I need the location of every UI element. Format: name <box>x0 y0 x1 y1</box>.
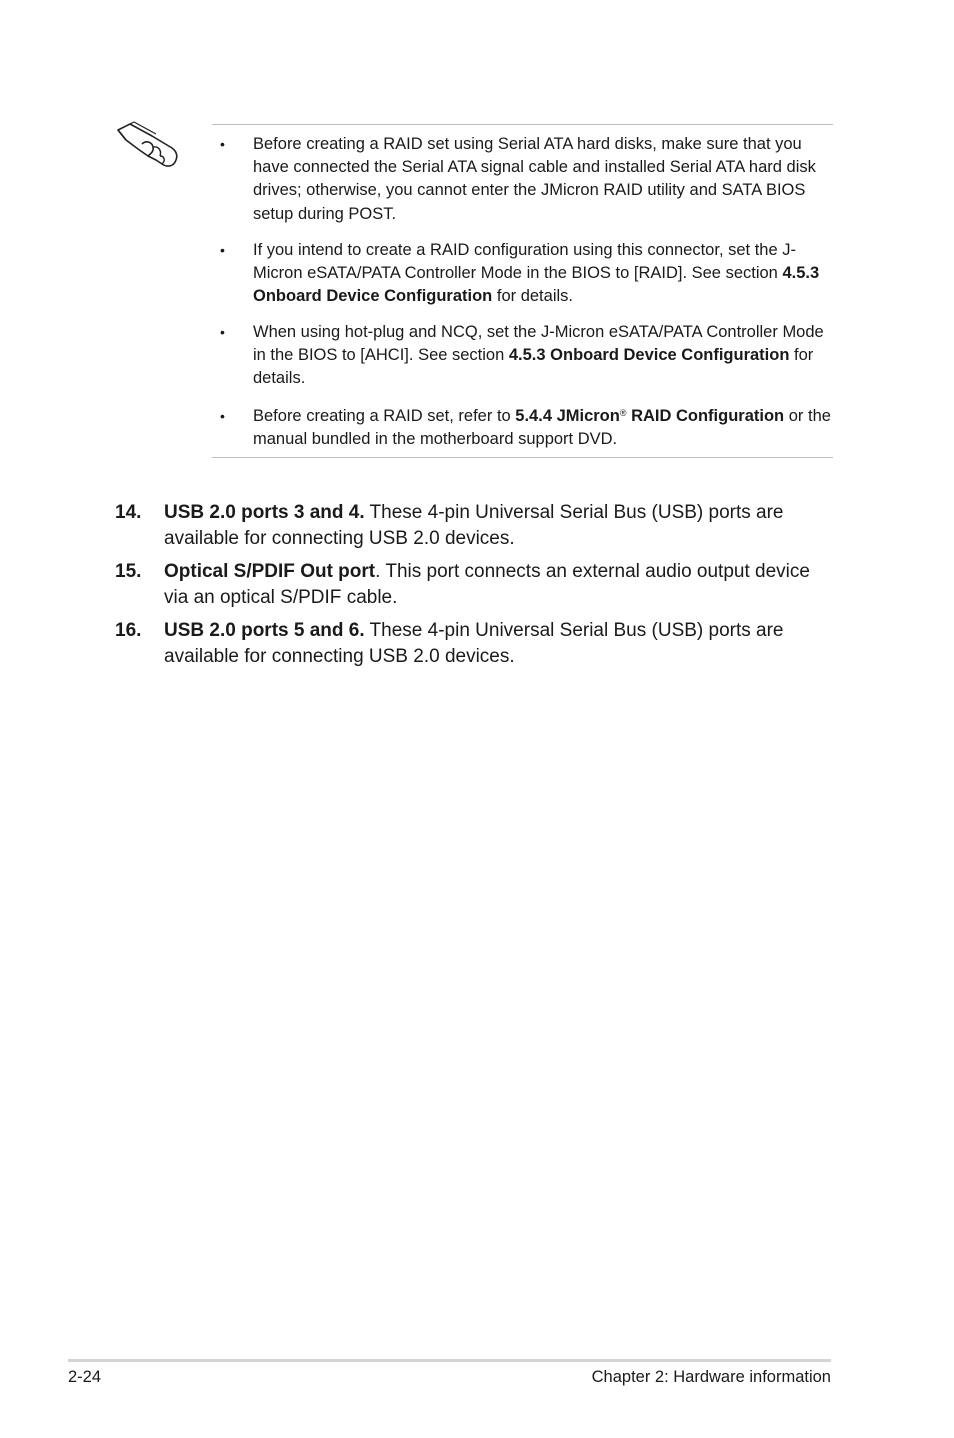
list-desc: . This port connects an external audio output device via an optical S/PDIF cable. <box>164 561 810 608</box>
text-run: or the manual bundled in the motherboard support DVD. <box>253 407 831 449</box>
chapter-title: Chapter 2: Hardware information <box>591 1368 831 1386</box>
list-text <box>164 618 839 670</box>
list-number: 16. <box>115 620 142 641</box>
note-text <box>253 405 838 451</box>
list-text <box>164 559 839 611</box>
list-desc: These 4-pin Universal Serial Bus (USB) ports are available for connecting USB 2.0 devices. <box>164 502 784 549</box>
text-run: for details. <box>253 346 814 388</box>
text-run: for details. <box>492 287 573 306</box>
bullet: • <box>220 324 225 340</box>
bold-text: 4.5.3 Onboard Device Configuration <box>508 346 790 365</box>
note-text <box>253 239 838 309</box>
footer-divider <box>68 1359 831 1362</box>
list-title: USB 2.0 ports 5 and 6. <box>164 620 365 641</box>
list-desc: These 4-pin Universal Serial Bus (USB) ports are available for connecting USB 2.0 devices. <box>164 620 784 667</box>
note-box <box>212 124 833 458</box>
text-run: Before creating a RAID set, refer to <box>253 407 516 425</box>
list-text <box>164 500 839 552</box>
bullet: • <box>220 136 225 152</box>
list-number: 14. <box>115 502 142 523</box>
text-run: When using hot-plug and NCQ, set the J-Micron eSATA/PATA Controller Mode in the BIOS to [AHCI]. See section <box>253 323 824 365</box>
note-text <box>253 133 838 226</box>
bold-text: 5.4.4 JMicron <box>515 407 620 425</box>
bullet: • <box>220 408 225 424</box>
superscript: ® <box>619 408 627 418</box>
note-text <box>253 321 838 391</box>
bold-text: 4.5.3 Onboard Device Configuration <box>253 264 820 306</box>
text-run: If you intend to create a RAID configuration using this connector, set the J-Micron eSATA/PATA Controller Mode in the BIOS to [RAID]. See section <box>253 241 796 283</box>
list-title: USB 2.0 ports 3 and 4. <box>164 502 365 523</box>
bold-text: RAID Configuration <box>626 407 785 425</box>
bullet: • <box>220 242 225 258</box>
list-number: 15. <box>115 561 142 582</box>
page-number: 2-24 <box>68 1368 102 1386</box>
list-title: Optical S/PDIF Out port <box>164 561 376 582</box>
caution-hand-icon <box>112 116 182 172</box>
text-run: Before creating a RAID set using Serial ATA hard disks, make sure that you have connected the Serial ATA signal cable and installed Serial ATA hard disk drives; otherwise, you cannot enter the JMicron RAID utility and SATA BIOS setup during POST. <box>253 135 816 223</box>
